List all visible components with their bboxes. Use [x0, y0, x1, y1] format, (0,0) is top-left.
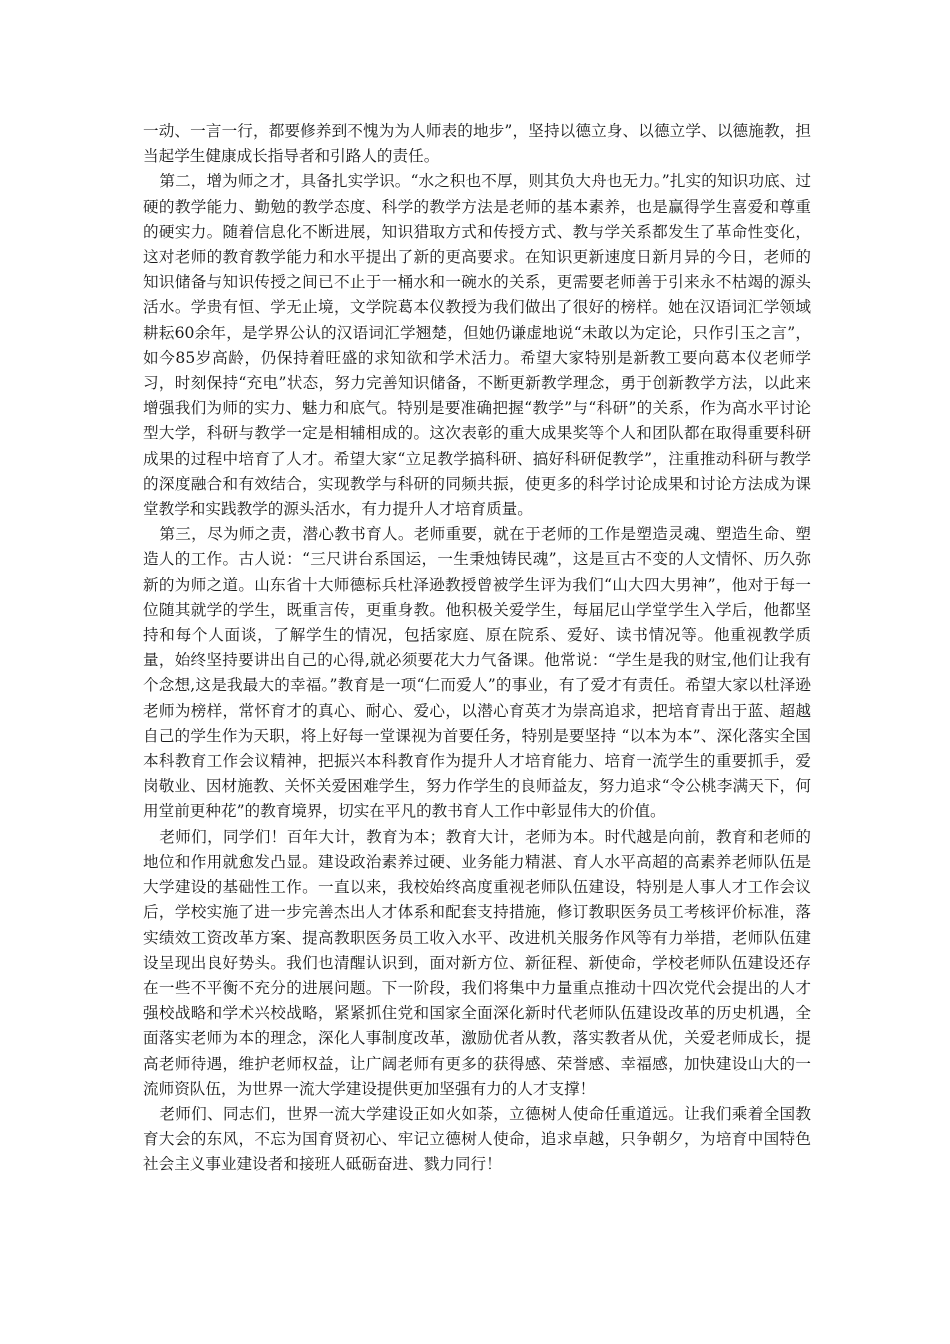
- document-body: [143, 119, 811, 1178]
- paragraph-third-point: 第三，尽为师之责，潜心教书育人。老师重要，就在于老师的工作是塑造灵魂、塑造生命、塑造人的工作。古人说：“三尺讲台系国运，一生秉烛铸民魂”，这是亘古不变的人文情怀、历久弥新的为师之道。山东省十大师德标兵杜泽逊教授曾被学生评为我们“山大四大男神”，他对于每一位随其就学的学生，既重言传，更重身教。他积极关爱学生，每届尼山学堂学生入学后，他都坚持和每个人面谈，了解学生的情况，包括家庭、原在院系、爱好、读书情况等。他重视教学质量，始终坚持要讲出自己的心得,就必须要花大力气备课。他常说：“学生是我的财宝,他们让我有个念想,这是我最大的幸福。”教育是一项“仁而爱人”的事业，有了爱才有责任。希望大家以杜泽逊老师为榜样，常怀育才的真心、耐心、爱心，以潜心育英才为崇高追求，把培育青出于蓝、超越自己的学生作为天职，将上好每一堂课视为首要任务，特别是要坚持 “以本为本”、深化落实全国本科教育工作会议精神，把振兴本科教育作为提升人才培育能力、培育一流学生的重要抓手，爱岗敬业、因材施教、关怀关爱困难学生，努力作学生的良师益友，努力追求“令公桃李满天下，何用堂前更种花”的教育境界，切实在平凡的教书育人工作中彰显伟大的价值。: [143, 525, 811, 821]
- paragraph-teacher-team: 老师们，同学们！百年大计，教育为本；教育大计，老师为本。时代越是向前，教育和老师的地位和作用就愈发凸显。建设政治素养过硬、业务能力精湛、育人水平高超的高素养老师队伍是大学建设的基础性工作。一直以来，我校始终高度重视老师队伍建设，特别是人事人才工作会议后，学校实施了进一步完善杰出人才体系和配套支持措施，修订教职医务员工考核评价标准，落实绩效工资改革方案、提高教职医务员工收入水平、改进机关服务作风等有力举措，老师队伍建设呈现出良好势头。我们也清醒认识到，面对新方位、新征程、新使命，学校老师队伍建设还存在一些不平衡不充分的进展问题。下一阶段，我们将集中力量重点推动十四次党代会提出的人才强校战略和学术兴校战略，紧紧抓住党和国家全面深化新时代老师队伍建设改革的历史机遇，全面落实老师为本的理念，深化人事制度改革，激励优者从教，落实教者从优，关爱老师成长，提高老师待遇，维护老师权益，让广阔老师有更多的获得感、荣誉感、幸福感，加快建设山大的一流师资队伍，为世界一流大学建设提供更加坚强有力的人才支撑！: [143, 827, 811, 1098]
- paragraph-continuation: 一动、一言一行，都要修养到不愧为为人师表的地步”，坚持以德立身、以德立学、以德施教，担当起学生健康成长指导者和引路人的责任。: [143, 122, 811, 166]
- paragraph-second-point: 第二，增为师之才，具备扎实学识。“水之积也不厚，则其负大舟也无力。”扎实的知识功底、过硬的教学能力、勤勉的教学态度、科学的教学方法是老师的基本素养，也是赢得学生喜爱和尊重的硬实力。随着信息化不断进展，知识猎取方式和传授方式、教与学关系都发生了革命性变化，这对老师的教育教学能力和水平提出了新的更高要求。在知识更新速度日新月异的今日，老师的知识储备与知识传授之间已不止于一桶水和一碗水的关系，更需要老师善于引来永不枯竭的源头活水。学贵有恒、学无止境，文学院葛本仪教授为我们做出了很好的榜样。她在汉语词汇学领域耕耘60余年，是学界公认的汉语词汇学翘楚，但她仍谦虚地说“未敢以为定论，只作引玉之言”，如今85岁高龄，仍保持着旺盛的求知欲和学术活力。希望大家特别是新教工要向葛本仪老师学习，时刻保持“充电”状态，努力完善知识储备，不断更新教学理念，勇于创新教学方法，以此来增强我们为师的实力、魅力和底气。特别是要准确把握“教学”与“科研”的关系，作为高水平讨论型大学，科研与教学一定是相辅相成的。这次表彰的重大成果奖等个人和团队都在取得重要科研成果的过程中培育了人才。希望大家“立足教学搞科研、搞好科研促教学”，注重推动科研与教学的深度融合和有效结合，实现教学与科研的同频共振，使更多的科学讨论成果和讨论方法成为课堂教学和实践教学的源头活水，有力提升人才培育质量。: [143, 172, 811, 519]
- paragraph-closing: 老师们、同志们，世界一流大学建设正如火如荼，立德树人使命任重道远。让我们乘着全国教育大会的东风，不忘为国育贤初心、牢记立德树人使命，追求卓越，只争朝夕，为培育中国特色社会主义事业建设者和接班人砥砺奋进、戮力同行！: [143, 1104, 811, 1174]
